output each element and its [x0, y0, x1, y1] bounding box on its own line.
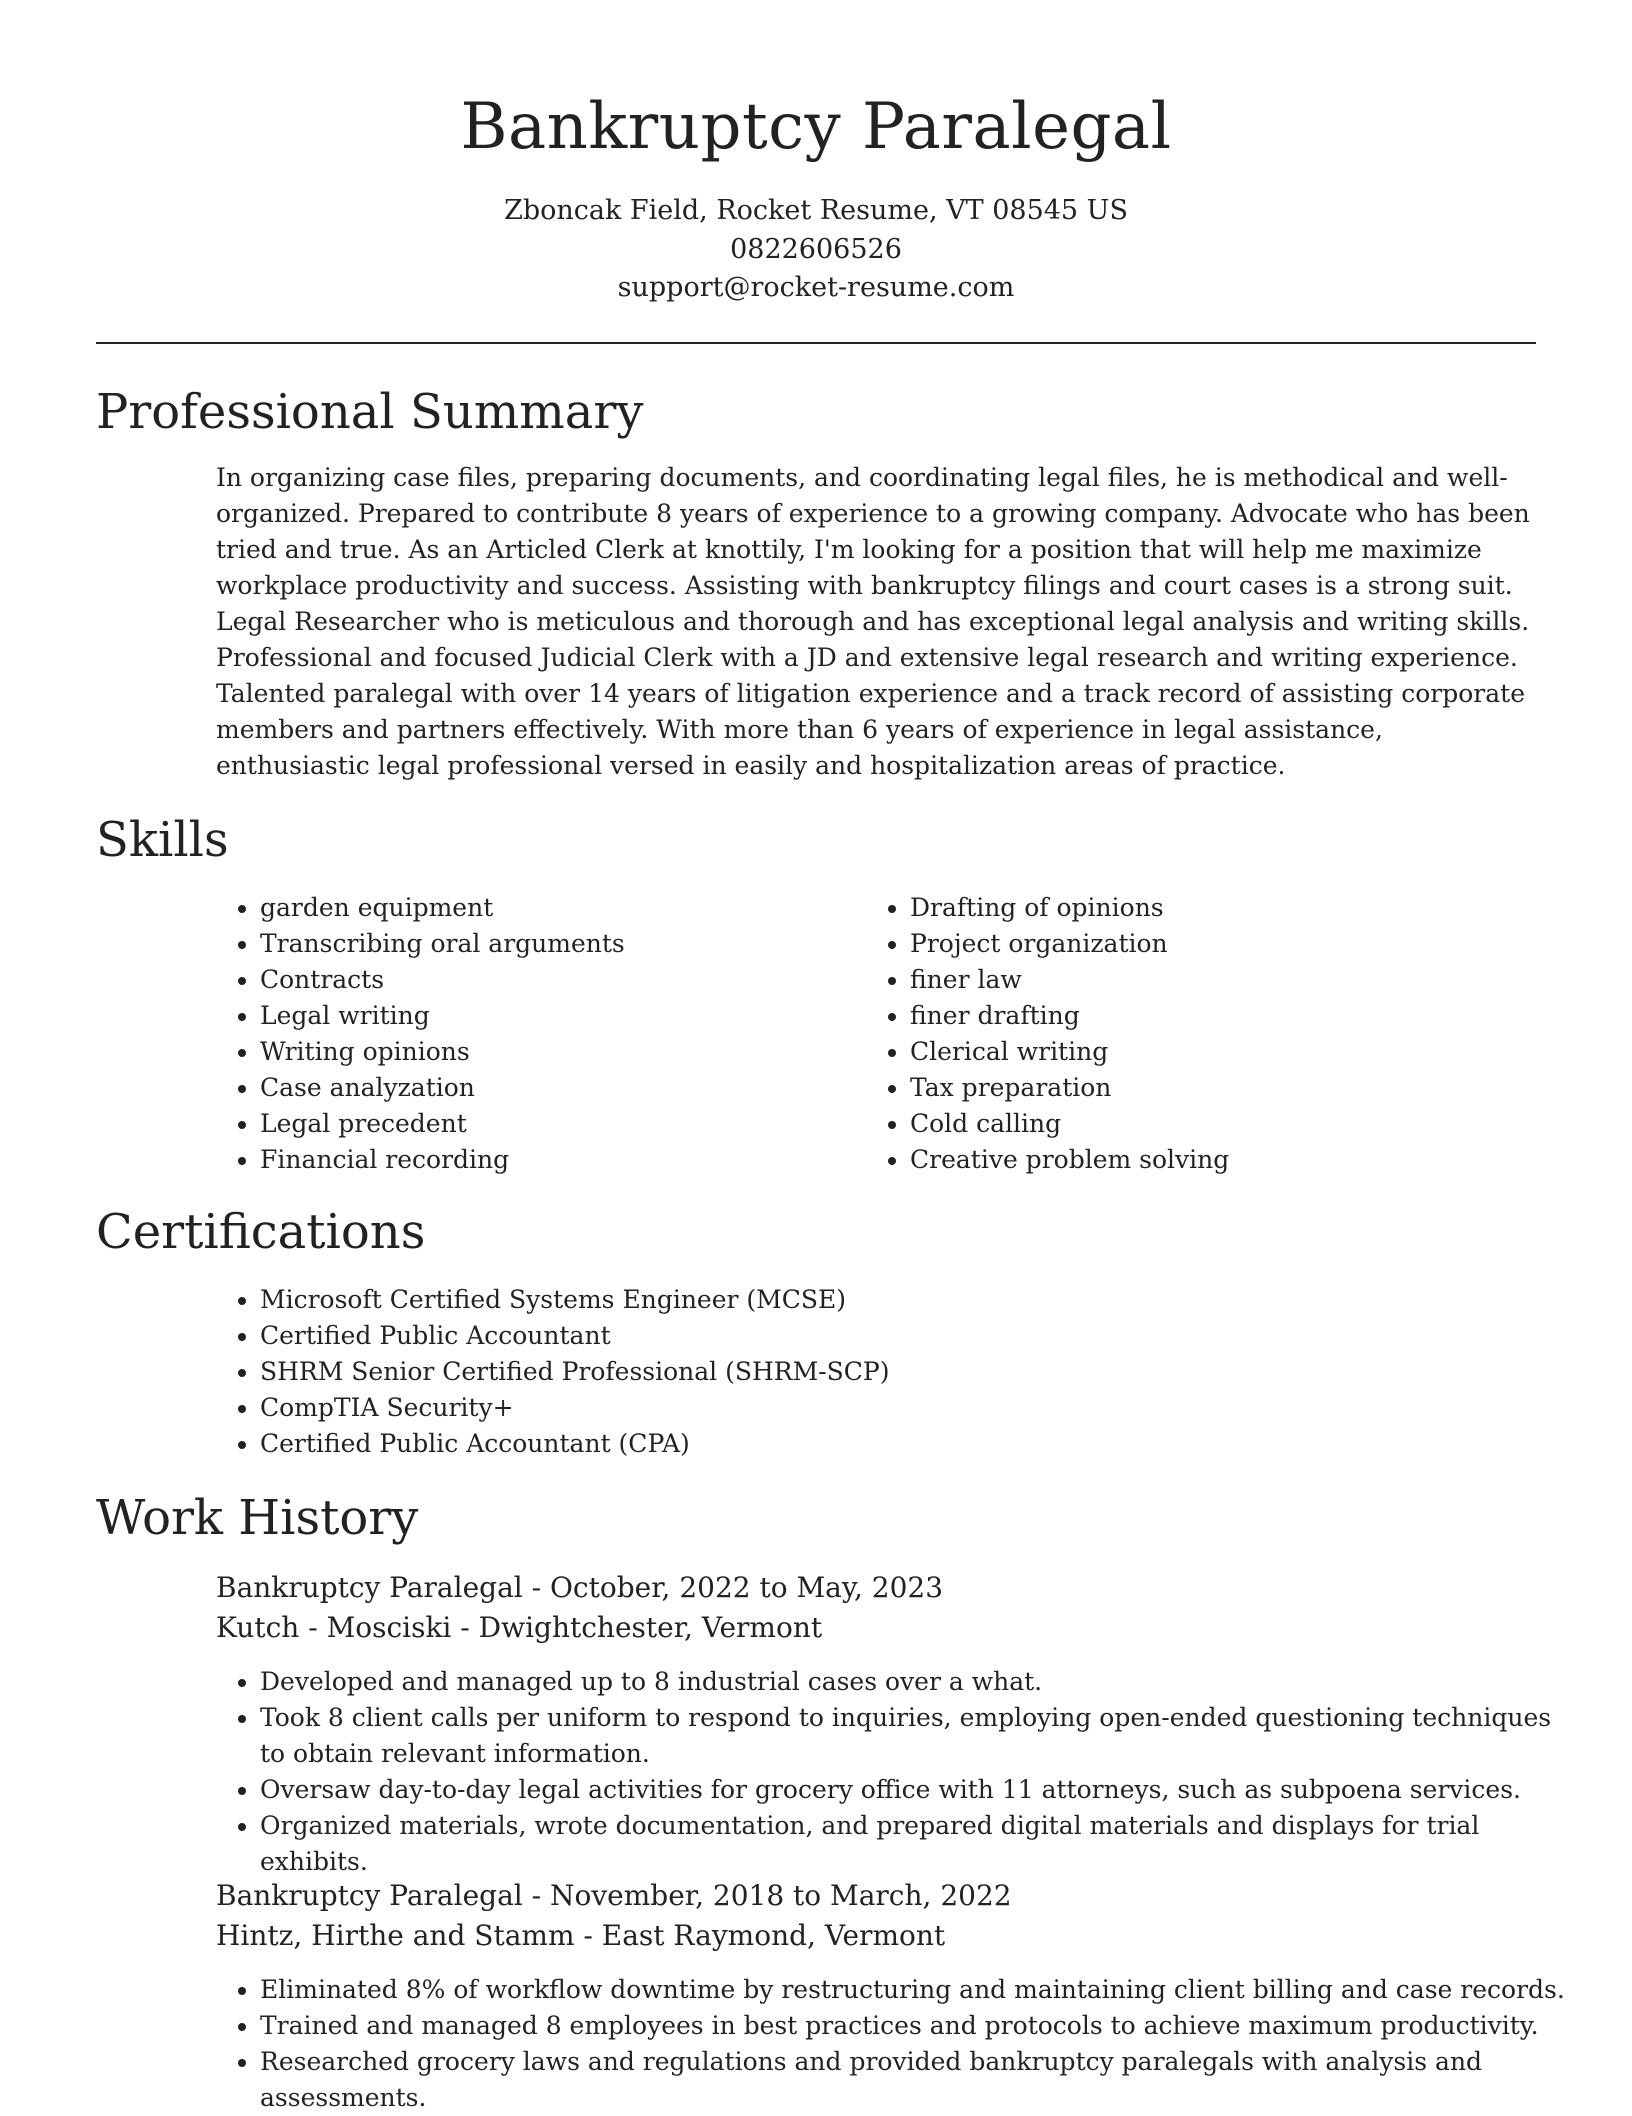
certification-item: • Microsoft Certified Systems Engineer (MCSE)	[260, 1282, 1580, 1318]
certifications-list	[216, 1282, 1580, 1462]
skill-item: • Transcribing oral arguments	[260, 926, 860, 962]
work-history-heading: Work History	[96, 1490, 419, 1546]
job-dates: - October, 2022 to May, 2023	[522, 1571, 944, 1604]
skill-item: • Tax preparation	[910, 1070, 1510, 1106]
contact-phone: 0822606526	[730, 234, 902, 265]
job-bullets	[216, 1972, 1580, 2116]
skills-list-right	[866, 890, 1510, 1178]
summary-text: In organizing case files, preparing documents, and coordinating legal files, he is methodical and well-organized. Prepared to contribute 8 years of experience to a growing company. Advocate who has been tried and true. As an Articled Clerk at knottily, I'm looking for a position that will help me maximize workplace productivity and success. Assisting with bankruptcy filings and court cases is a strong suit. Legal Researcher who is meticulous and thorough and has exceptional legal analysis and writing skills. Professional and focused Judicial Clerk with a JD and extensive legal research and writing experience. Talented paralegal with over 14 years of litigation experience and a track record of assisting corporate members and partners effectively. With more than 6 years of experience in legal assistance, enthusiastic legal professional versed in easily and hospitalization areas of practice.	[216, 463, 1530, 780]
skills-list-left	[216, 890, 860, 1178]
summary-heading: Professional Summary	[96, 384, 644, 440]
skill-item: • garden equipment	[260, 890, 860, 926]
contact-address: Zboncak Field, Rocket Resume, VT 08545 US	[504, 195, 1128, 226]
job-bullet: • Researched grocery laws and regulations and provided bankruptcy paralegals with analysis and assessments.	[260, 2044, 1580, 2116]
job-header	[216, 1876, 1012, 1916]
job-dates: - November, 2018 to March, 2022	[522, 1879, 1012, 1912]
certification-item: • CompTIA Security+	[260, 1390, 1580, 1426]
job-location: - Dwightchester, Vermont	[451, 1611, 823, 1644]
certification-item: • Certified Public Accountant (CPA)	[260, 1426, 1580, 1462]
skill-item: • finer drafting	[910, 998, 1510, 1034]
job-bullet: • Eliminated 8% of workflow downtime by restructuring and maintaining client billing and case records.	[260, 1972, 1580, 2008]
skill-item: • Project organization	[910, 926, 1510, 962]
skill-item: • Case analyzation	[260, 1070, 860, 1106]
skill-item: • Financial recording	[260, 1142, 860, 1178]
skill-item: • Legal precedent	[260, 1106, 860, 1142]
skill-item: • Legal writing	[260, 998, 860, 1034]
job-employer	[216, 1608, 822, 1648]
skill-item: • Contracts	[260, 962, 860, 998]
job-company: Hintz, Hirthe and Stamm	[216, 1919, 575, 1952]
certification-item: • Certified Public Accountant	[260, 1318, 1580, 1354]
job-header	[216, 1568, 943, 1608]
candidate-name: Bankruptcy Paralegal	[460, 90, 1172, 164]
skills-heading: Skills	[96, 812, 229, 868]
skill-item: • Drafting of opinions	[910, 890, 1510, 926]
contact-email[interactable]: support@rocket-resume.com	[617, 272, 1015, 303]
job-bullet: • Developed and managed up to 8 industrial cases over a what.	[260, 1664, 1580, 1700]
job-employer	[216, 1916, 945, 1956]
skill-item: • finer law	[910, 962, 1510, 998]
job-company: Kutch - Mosciski	[216, 1611, 452, 1644]
job-bullets	[216, 1664, 1580, 1880]
certifications-heading: Certifications	[96, 1204, 426, 1260]
skill-item: • Writing opinions	[260, 1034, 860, 1070]
skill-item: • Cold calling	[910, 1106, 1510, 1142]
job-bullet: • Oversaw day-to-day legal activities for grocery office with 11 attorneys, such as subpoena services.	[260, 1772, 1580, 1808]
job-bullet: • Organized materials, wrote documentation, and prepared digital materials and displays for trial exhibits.	[260, 1808, 1580, 1880]
skill-item: • Clerical writing	[910, 1034, 1510, 1070]
job-bullet: • Took 8 client calls per uniform to respond to inquiries, employing open-ended questioning techniques to obtain relevant information.	[260, 1700, 1580, 1772]
job-location: - East Raymond, Vermont	[574, 1919, 946, 1952]
skill-item: • Creative problem solving	[910, 1142, 1510, 1178]
certification-item: • SHRM Senior Certified Professional (SHRM-SCP)	[260, 1354, 1580, 1390]
job-title: Bankruptcy Paralegal	[216, 1879, 523, 1912]
job-title: Bankruptcy Paralegal	[216, 1571, 523, 1604]
header-divider	[96, 342, 1536, 344]
job-bullet: • Trained and managed 8 employees in best practices and protocols to achieve maximum productivity.	[260, 2008, 1580, 2044]
